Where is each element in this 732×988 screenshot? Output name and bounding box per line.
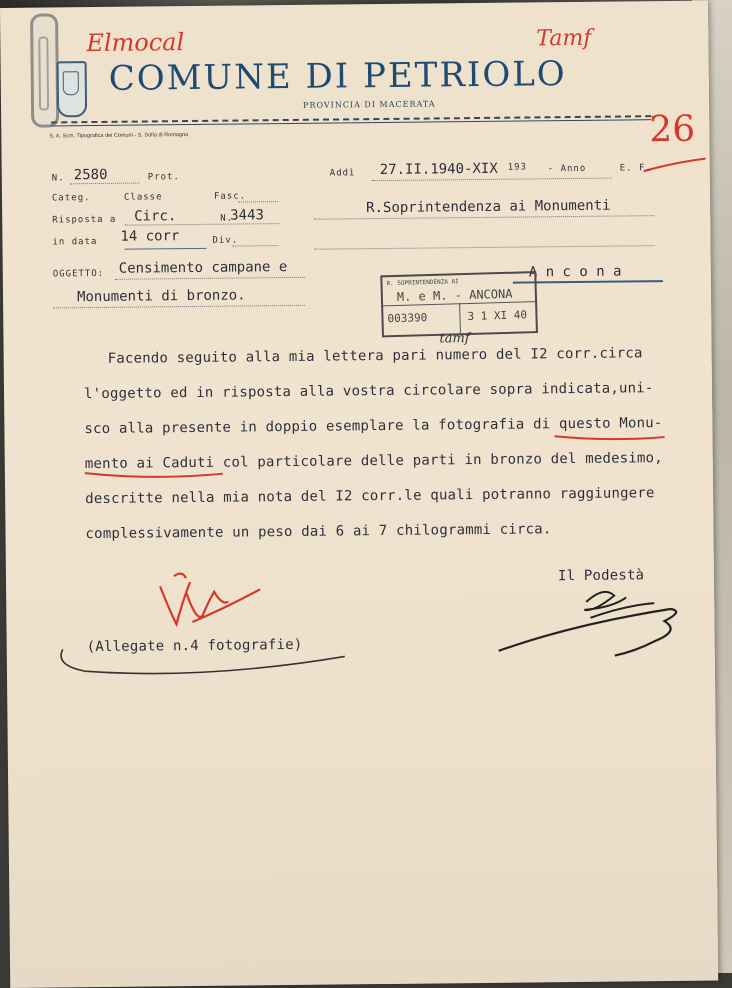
received-stamp bbox=[380, 271, 538, 337]
div-label: Div. bbox=[212, 235, 239, 246]
indata-value: 14 corr bbox=[120, 228, 180, 245]
letterhead-province: PROVINCIA DI MACERATA bbox=[302, 99, 436, 110]
signature-icon bbox=[494, 581, 695, 673]
handwritten-top-right: Tamf bbox=[536, 25, 592, 52]
handwritten-top-left: Elmocal bbox=[86, 28, 185, 58]
body-line-6: complessivamente un peso dai 6 ai 7 chilogrammi circa. bbox=[85, 521, 552, 543]
handwritten-folio: 26 bbox=[649, 108, 696, 151]
subject-line-1: Censimento campane e bbox=[118, 259, 288, 277]
body-line-4: mento ai Caduti col particolare delle parti in bronzo del medesimo, bbox=[84, 450, 663, 473]
body-line-1: Facendo seguito alla mia lettera pari numero del I2 corr.circa bbox=[107, 345, 643, 367]
recipient-city: A n c o n a bbox=[528, 263, 622, 281]
prot-label: Prot. bbox=[147, 172, 180, 183]
circular-number: 3443 bbox=[230, 207, 264, 224]
stamp-date: 3 1 XI 40 bbox=[467, 308, 528, 323]
categ-label: Categ. bbox=[51, 193, 91, 204]
fasc-label: Fasc. bbox=[213, 191, 247, 202]
subject-line-2: Monumenti di bronzo. bbox=[76, 287, 246, 306]
signature-title: Il Podestà bbox=[557, 567, 645, 585]
fasc-line bbox=[238, 201, 278, 202]
recipient-line-rule-2 bbox=[315, 245, 655, 250]
anno-label: - Anno bbox=[547, 163, 587, 175]
date-line bbox=[372, 178, 612, 182]
crest-icon bbox=[57, 61, 88, 117]
body-line-5: descritte nella mia nota del I2 corr.le quali potranno raggiungere bbox=[85, 485, 655, 508]
stamp-office: M. e M. - ANCONA bbox=[396, 286, 513, 304]
div-line bbox=[233, 245, 279, 246]
red-underline-caduti bbox=[83, 468, 233, 484]
recipient-line-1: R.Soprintendenza ai Monumenti bbox=[366, 197, 611, 217]
folio-underline bbox=[642, 151, 712, 182]
protocol-line bbox=[70, 183, 140, 185]
num-label: N. bbox=[220, 213, 234, 224]
subject-label: OGGETTO: bbox=[52, 268, 105, 280]
body-line-3: sco alla presente in doppio esemplare la fotografia di questo Monu- bbox=[84, 415, 663, 438]
enclosure-circle bbox=[55, 634, 356, 687]
red-initials-icon bbox=[156, 571, 267, 632]
risposta-label: Risposta a bbox=[52, 214, 117, 226]
year-prefix: 193 bbox=[507, 162, 528, 173]
addi-label: Addì bbox=[329, 168, 356, 179]
indata-label: in data bbox=[52, 236, 98, 248]
enclosure-note: (Allegate n.4 fotografie) bbox=[86, 636, 303, 656]
subject-rule-1 bbox=[115, 277, 305, 280]
classe-label: Classe bbox=[123, 192, 163, 203]
body-line-2: l'oggetto ed in risposta alla vostra circolare sopra indicata,uni- bbox=[83, 380, 654, 403]
red-initials-text bbox=[0, 8, 1, 9]
subject-rule-2 bbox=[53, 305, 305, 309]
protocol-number: 2580 bbox=[73, 166, 108, 184]
letterhead-title: COMUNE DI PETRIOLO bbox=[108, 54, 567, 99]
n-label: N. bbox=[51, 173, 65, 184]
letter-date: 27.II.1940-XIX bbox=[379, 160, 498, 179]
letter-page bbox=[0, 1, 718, 988]
stamp-header: R. SOPRINTENDENZA AI bbox=[386, 278, 459, 288]
ef-label: E. F. bbox=[619, 163, 652, 174]
stamp-number: 003390 bbox=[387, 311, 428, 326]
indata-underline bbox=[125, 248, 207, 250]
risposta-line bbox=[124, 223, 280, 226]
printer-imprint: S. A. Scm. Tipografica dei Comuni - S. Sofia di Romagna bbox=[49, 132, 189, 140]
stamp-initials: tamf bbox=[439, 331, 470, 347]
risposta-value: Circ. bbox=[134, 208, 177, 225]
red-underline-monumento bbox=[552, 429, 672, 444]
paperclip bbox=[30, 13, 59, 127]
